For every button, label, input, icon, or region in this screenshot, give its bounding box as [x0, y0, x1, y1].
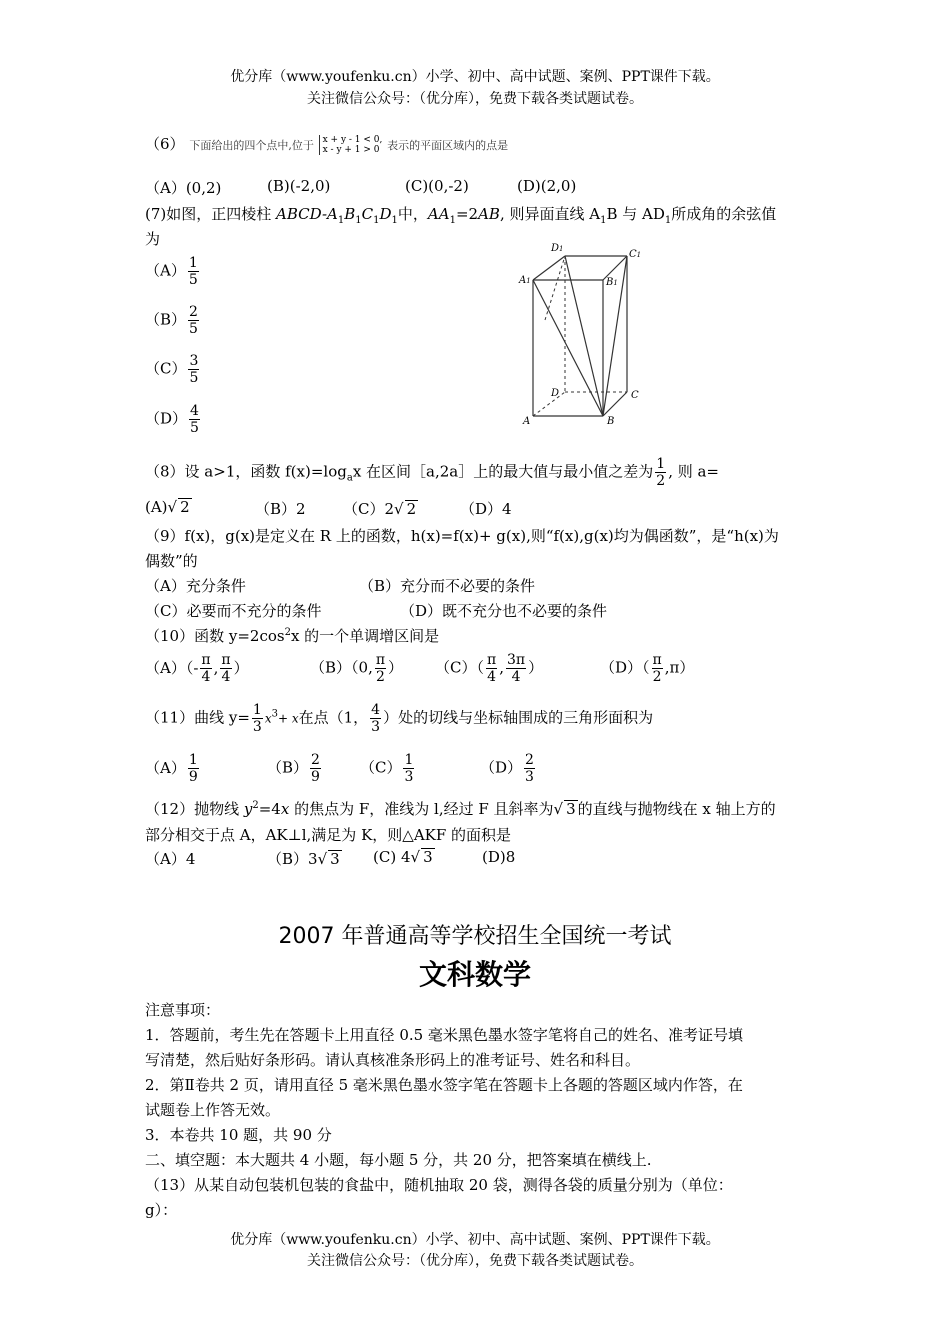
label-d: D: [551, 388, 560, 399]
question-10: （10）函数 $y=2\cos^2x$ 的一个单调增区间是: [145, 627, 440, 645]
question-12-line2: 部分相交于点 A，AK⊥l,满足为 K，则△AKF 的面积是: [145, 826, 512, 844]
question-8: （8）设 a>1，函数 $f(x)=\log_ax$ 在区间［a,2a］上的最大值与最小值之差为 $\frac{1}{2}$ , 则 a=: [145, 456, 720, 489]
question-13b: g）：: [145, 1201, 178, 1219]
label-a: A: [523, 416, 531, 427]
notice-1b: 写清楚，然后贴好条形码。请认真核准条形码上的准考证号、姓名和科目。: [145, 1051, 641, 1069]
edge-a-d: [533, 392, 565, 416]
q10-options: （A）（- $\frac{\pi}{4}$ , $\frac{\pi}{4}$ ） （B）（0, $\frac{\pi}{2}$ ） （C）（ $\frac{\pi}{4}$ , $\frac{3\pi}{4}$ ） （D）（ $\frac{\pi}{2}$ ,π）: [145, 652, 695, 685]
notice-3: 3．本卷共 10 题，共 90 分: [145, 1126, 332, 1144]
label-b: B: [607, 416, 615, 427]
inequality-system: x + y - 1 < 0, x - y + 1 > 0: [319, 135, 383, 155]
question-9-line2: 偶数”的: [145, 552, 198, 570]
question-7: (7)如图，正四棱柱 ABCD-$A_1B_1C_1D_1$中，$AA_1=2AB$, 则异面直线 $A_1B$ 与 $AD_1$所成角的余弦值: [145, 205, 777, 226]
exam-subtitle: 文科数学: [418, 958, 531, 991]
section-heading: 二、填空题：本大题共 4 小题，每小题 5 分，共 20 分，把答案填在横线上.: [145, 1151, 652, 1169]
q12-options: （A）4 （B）3√ 3 (C) 4√ 3 (D)8: [145, 848, 516, 868]
label-c1: C1: [629, 249, 642, 260]
question-11: （11）曲线 y= $\frac{1}{3}$ $x^3+ x$在点（1， $\frac{4}{3}$ ）处的切线与坐标轴围成的三角形面积为: [145, 702, 654, 735]
q9-options-row2: （C）必要而不充分的条件 （D）既不充分也不必要的条件: [145, 602, 608, 620]
q7-option-b: （B） $\frac{2}{5}$: [145, 304, 198, 337]
q6-options: （A）(0,2) (B)(-2,0) (C)(0,-2) (D)(2,0): [145, 177, 577, 197]
q7-option-a: （A） $\frac{1}{5}$: [145, 255, 198, 288]
q8-options: (A)√ 2 （B）2 （C）2√ 2 （D）4: [145, 498, 512, 518]
q9-options-row1: （A）充分条件 （B）充分而不必要的条件: [145, 577, 536, 595]
question-13a: （13）从某自动包装机包装的食盐中，随机抽取 20 袋，测得各袋的质量分别为（单位：: [145, 1176, 733, 1194]
question-9-line1: （9）f(x)，g(x)是定义在 R 上的函数，h(x)=f(x)+ g(x),则“f(x),g(x)均为偶函数”，是“h(x)为: [145, 527, 779, 545]
edge-a1-d1: [533, 256, 565, 280]
notice-1a: 1．答题前，考生先在答题卡上用直径 0.5 毫米黑色墨水签字笔将自己的姓名、准考证号填: [145, 1026, 743, 1044]
q11-options: （A） $\frac{1}{9}$ （B） $\frac{2}{9}$ （C） $\frac{1}{3}$ （D） $\frac{2}{3}$: [145, 752, 534, 785]
label-d1: D1: [551, 243, 564, 254]
segment-a1-b: [533, 280, 603, 416]
label-a1: A1: [519, 275, 531, 286]
q7-option-c: （C） $\frac{3}{5}$: [145, 353, 199, 386]
label-c: C: [631, 390, 639, 401]
notice-2a: 2．第Ⅱ卷共 2 页，请用直径 5 毫米黑色墨水签字笔在答题卡上各题的答题区域内作答，在: [145, 1076, 743, 1094]
question-7-line2: 为: [145, 230, 161, 248]
prism-figure: [515, 240, 650, 430]
page-footer-line1: 优分库（www.youfenku.cn）小学、初中、高中试题、案例、PPT课件下载。: [230, 1232, 720, 1248]
notice-title: 注意事项：: [145, 1001, 221, 1019]
question-6: （6） 下面给出的四个点中,位于 x + y - 1 < 0, x - y + 1 > 0 表示的平面区域内的点是: [145, 135, 509, 155]
exam-title: 2007 年普通高等学校招生全国统一考试: [278, 924, 672, 949]
page-header-line1: 优分库（www.youfenku.cn）小学、初中、高中试题、案例、PPT课件下载。: [230, 69, 720, 85]
page-header-line2: 关注微信公众号：（优分库），免费下载各类试题试卷。: [307, 91, 643, 107]
notice-2b: 试题卷上作答无效。: [145, 1101, 281, 1119]
label-b1: B1: [606, 277, 618, 288]
q7-option-d: （D） $\frac{4}{5}$: [145, 403, 199, 436]
question-12: （12）抛物线 $y^2=4x$ 的焦点为 F，准线为 l,经过 F 且斜率为√ 3 的直线与抛物线在 x 轴上方的: [145, 800, 776, 818]
page-footer-line2: 关注微信公众号：（优分库），免费下载各类试题试卷。: [307, 1253, 643, 1269]
